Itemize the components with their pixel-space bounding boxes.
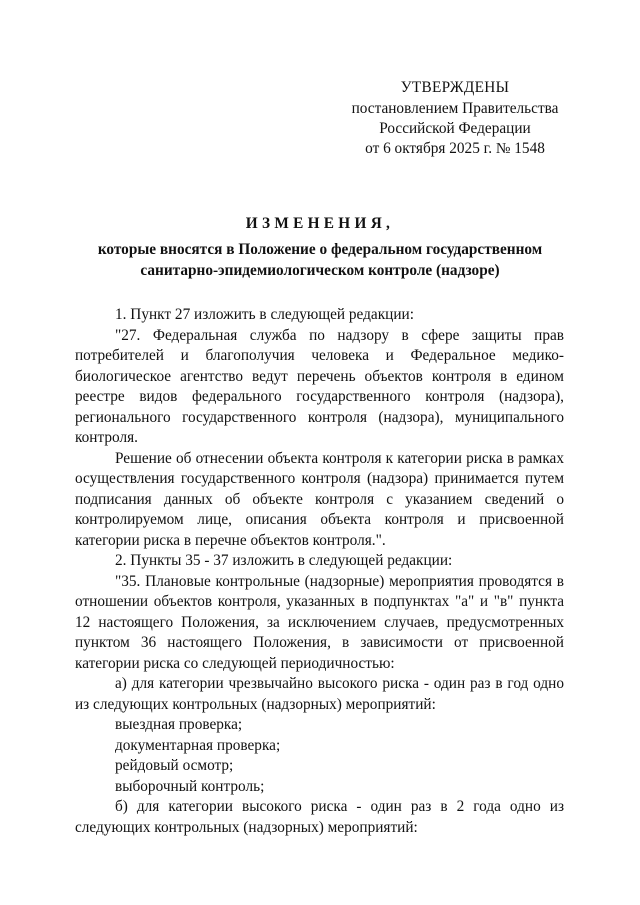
paragraph-1: 1. Пункт 27 изложить в следующей редакции: — [115, 306, 414, 323]
approval-heading: УТВЕРЖДЕНЫ — [400, 79, 510, 96]
list-item-3: рейдовый осмотр; — [115, 757, 234, 774]
list-item-4: выборочный контроль; — [115, 777, 265, 795]
subtitle-line-2: санитарно-эпидемиологическом контроле (надзоре) — [140, 261, 500, 279]
paragraph-2: "27. Федеральная служба по надзору в сфере защиты прав потребителей и благополучия человека и Федеральное медико-биологическое агентство ведут перечень объектов контроля в едином реестре видов федерального государственного контроля (надзора), регионального государственного контроля (надзора), муниципального контроля. — [75, 326, 564, 446]
paragraph-6: а) для категории чрезвычайно высокого риска - один раз в год одно из следующих контрольных (надзорных) мероприятий: — [75, 675, 564, 713]
subtitle-line-1: которые вносятся в Положение о федеральном государственном — [97, 241, 543, 258]
approval-line-3: от 6 октября 2025 г. № 1548 — [365, 140, 545, 157]
document-subtitle — [70, 240, 570, 281]
approval-line-2: Российской Федерации — [379, 120, 531, 137]
document-title: ИЗМЕНЕНИЯ, — [245, 215, 395, 232]
list-item-1: выездная проверка; — [115, 716, 243, 733]
approval-line-1: постановлением Правительства — [351, 100, 559, 117]
paragraph-5: "35. Плановые контрольные (надзорные) мероприятия проводятся в отношении объектов контроля, указанных в подпунктах "а" и "в" пункта 12 настоящего Положения, за исключением случаев, предусмотренных пунктом 36 настоящего Положения, в зависимости от присвоенной категории риска со следующей периодичностью: — [75, 572, 564, 672]
paragraph-7: б) для категории высокого риска - один раз в 2 года одно из следующих контрольных (надзорных) мероприятий: — [75, 798, 564, 836]
paragraph-3: Решение об отнесении объекта контроля к категории риска в рамках осуществления государственного контроля (надзора) принимается путем подписания данных об объекте контроля с указанием сведений о контролируемом лице, описания объекта контроля и присвоенной категории риска в перечне объектов контроля.". — [75, 449, 564, 549]
document-body — [75, 305, 564, 838]
list-item-2: документарная проверка; — [115, 736, 281, 754]
paragraph-4: 2. Пункты 35 - 37 изложить в следующей редакции: — [115, 552, 453, 569]
approval-block — [330, 78, 580, 159]
